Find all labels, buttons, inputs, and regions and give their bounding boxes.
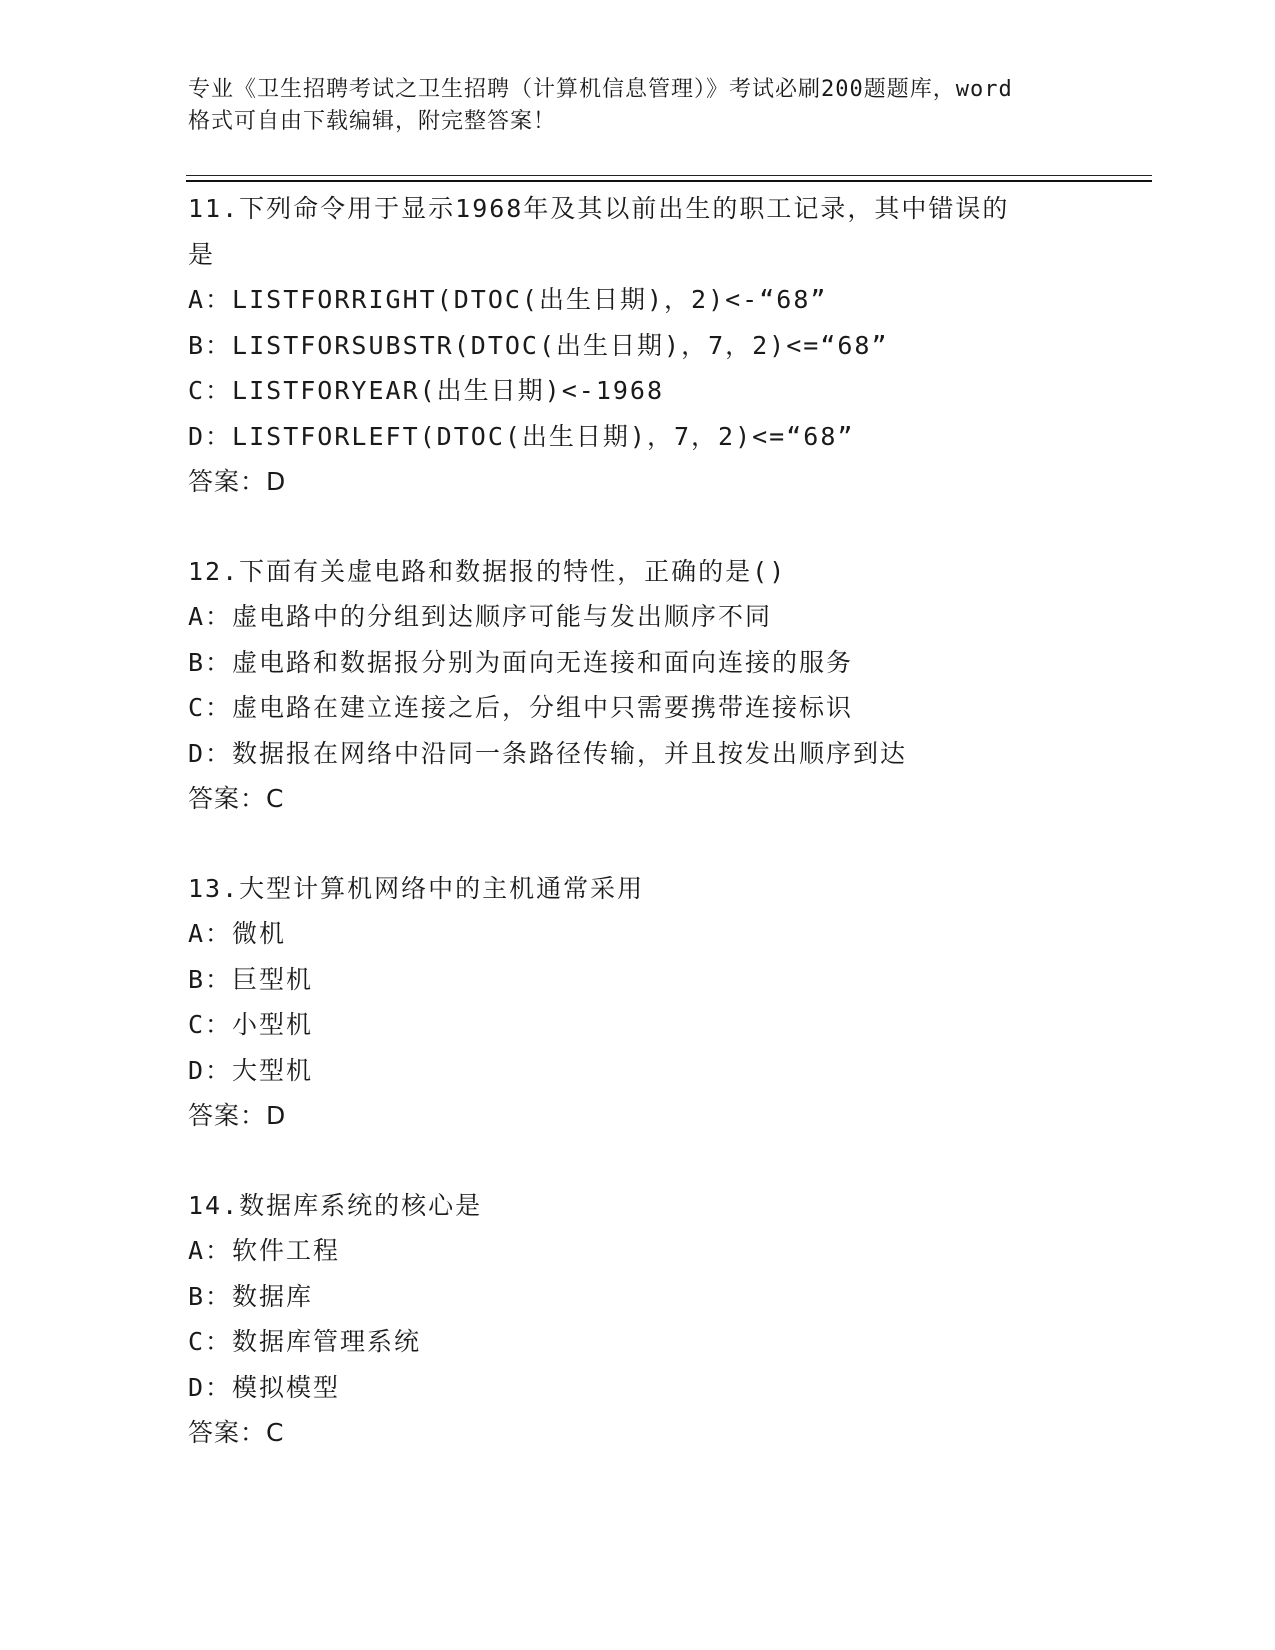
header-line-2: 格式可自由下载编辑，附完整答案！ — [188, 109, 557, 134]
option-b: B：虚电路和数据报分别为面向无连接和面向连接的服务 — [188, 647, 854, 677]
option-a: A：微机 — [188, 919, 287, 948]
option-c: C：虚电路在建立连接之后，分组中只需要携带连接标识 — [188, 693, 854, 722]
header-line-1: 专业《卫生招聘考试之卫生招聘（计算机信息管理）》考试必刷200题题库，word — [188, 77, 1013, 102]
option-a: A：软件工程 — [188, 1236, 341, 1265]
option-b: B：数据库 — [188, 1281, 314, 1311]
question-stem: 12.下面有关虚电路和数据报的特性，正确的是() — [188, 556, 787, 586]
header-divider-thin — [186, 175, 1152, 176]
option-d: D：模拟模型 — [188, 1372, 341, 1402]
document-header — [188, 74, 1088, 138]
question-11 — [188, 186, 1088, 505]
question-spacer — [188, 1139, 1088, 1183]
option-d: D：大型机 — [188, 1055, 314, 1085]
question-14 — [188, 1183, 1088, 1456]
option-a: A：LISTFORRIGHT(DTOC(出生日期)，2)<-“68” — [188, 285, 828, 314]
answer: 答案：C — [188, 784, 285, 813]
option-b: B：LISTFORSUBSTR(DTOC(出生日期)，7，2)<=“68” — [188, 330, 889, 360]
option-c: C：数据库管理系统 — [188, 1327, 422, 1356]
question-spacer — [188, 505, 1088, 549]
answer: 答案：D — [188, 1101, 287, 1130]
option-c: C：小型机 — [188, 1010, 314, 1039]
question-stem: 14.数据库系统的核心是 — [188, 1190, 483, 1220]
question-stem: 11.下列命令用于显示1968年及其以前出生的职工记录，其中错误的 — [188, 194, 1010, 223]
header-divider-thick — [186, 180, 1152, 182]
answer: 答案：C — [188, 1418, 285, 1447]
option-b: B：巨型机 — [188, 964, 314, 994]
question-12 — [188, 549, 1088, 822]
option-a: A：虚电路中的分组到达顺序可能与发出顺序不同 — [188, 602, 773, 631]
answer: 答案：D — [188, 467, 287, 496]
question-13 — [188, 866, 1088, 1139]
option-c: C：LISTFORYEAR(出生日期)<-1968 — [188, 376, 665, 405]
question-stem-continued: 是 — [188, 239, 216, 269]
question-stem: 13.大型计算机网络中的主机通常采用 — [188, 873, 645, 903]
question-spacer — [188, 822, 1088, 866]
question-list — [188, 186, 1088, 1456]
option-d: D：LISTFORLEFT(DTOC(出生日期)，7，2)<=“68” — [188, 421, 855, 451]
option-d: D：数据报在网络中沿同一条路径传输，并且按发出顺序到达 — [188, 738, 908, 768]
